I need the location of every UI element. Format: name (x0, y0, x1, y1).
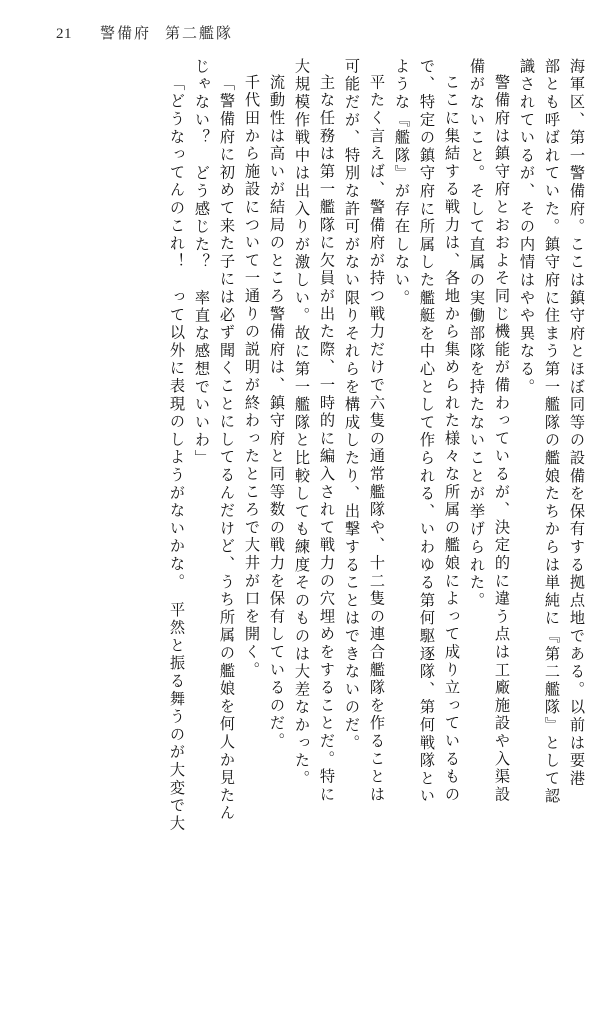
text-column: 警備府は鎮守府とおおよそ同じ機能が備わっているが、決定的に違う点は工廠施設や入渠設 (493, 74, 510, 804)
text-column: 平たく言えば、警備府が持つ戦力だけで六隻の通常艦隊や、十二隻の連合艦隊を作ることは (368, 74, 385, 804)
text-column: 備がないこと。そして直属の実働部隊を持たないことが挙げられた。 (468, 58, 485, 610)
running-title-part1: 警備府 (100, 26, 152, 42)
text-column: 「警備府に初めて来た子には必ず聞くことにしてるんだけど、うち所属の艦娘を何人か見たん (218, 75, 235, 823)
text-column: で、特定の鎮守府に所属した艦艇を中心として作られる、いわゆる第何駆逐隊、第何戦隊とい (418, 58, 435, 806)
text-column: ような『艦隊』が存在しない。 (393, 58, 410, 308)
page-header (0, 22, 606, 48)
text-column: 海軍区、第一警備府。ここは鎮守府とほぼ同等の設備を保有する拠点地である。以前は要港 (568, 58, 585, 788)
running-title-part2: 第二艦隊 (165, 26, 234, 42)
body-text-area (24, 58, 584, 1002)
text-column: じゃない？ どう感じた？ 率直な感想でいいわ」 (193, 58, 210, 468)
text-column: 可能だが、特別な許可がない限りそれらを構成したり、出撃することはできないのだ。 (343, 58, 360, 753)
text-column: ここに集結する戦力は、各地から集められた様々な所属の艦娘によって成り立っているもの (443, 74, 460, 804)
text-column: 千代田から施設について一通りの説明が終わったところで大井が口を開く。 (243, 74, 260, 680)
text-column: 流動性は高いが結局のところ警備府は、鎮守府と同等数の戦力を保有しているのだ。 (268, 74, 285, 751)
text-column: 大規模作戦中は出入りが激しい。故に第一艦隊と比較しても練度そのものは大差なかった。 (293, 58, 310, 788)
text-column: 主な任務は第一艦隊に欠員が出た際、一時的に編入されて戦力の穴埋めをすることだ。特に (318, 74, 335, 804)
text-column: 部とも呼ばれていた。鎮守府に住まう第一艦隊の艦娘たちからは単純に『第二艦隊』として認 (543, 58, 560, 806)
text-column: 「どうなってんのこれ！ って以外に表現のしようがないかな。 平然と振る舞うのが大変で大 (168, 75, 185, 833)
page-number: 21 (56, 26, 72, 42)
text-column: 識されているが、その内情はやや異なる。 (518, 58, 535, 397)
running-title (100, 22, 233, 43)
